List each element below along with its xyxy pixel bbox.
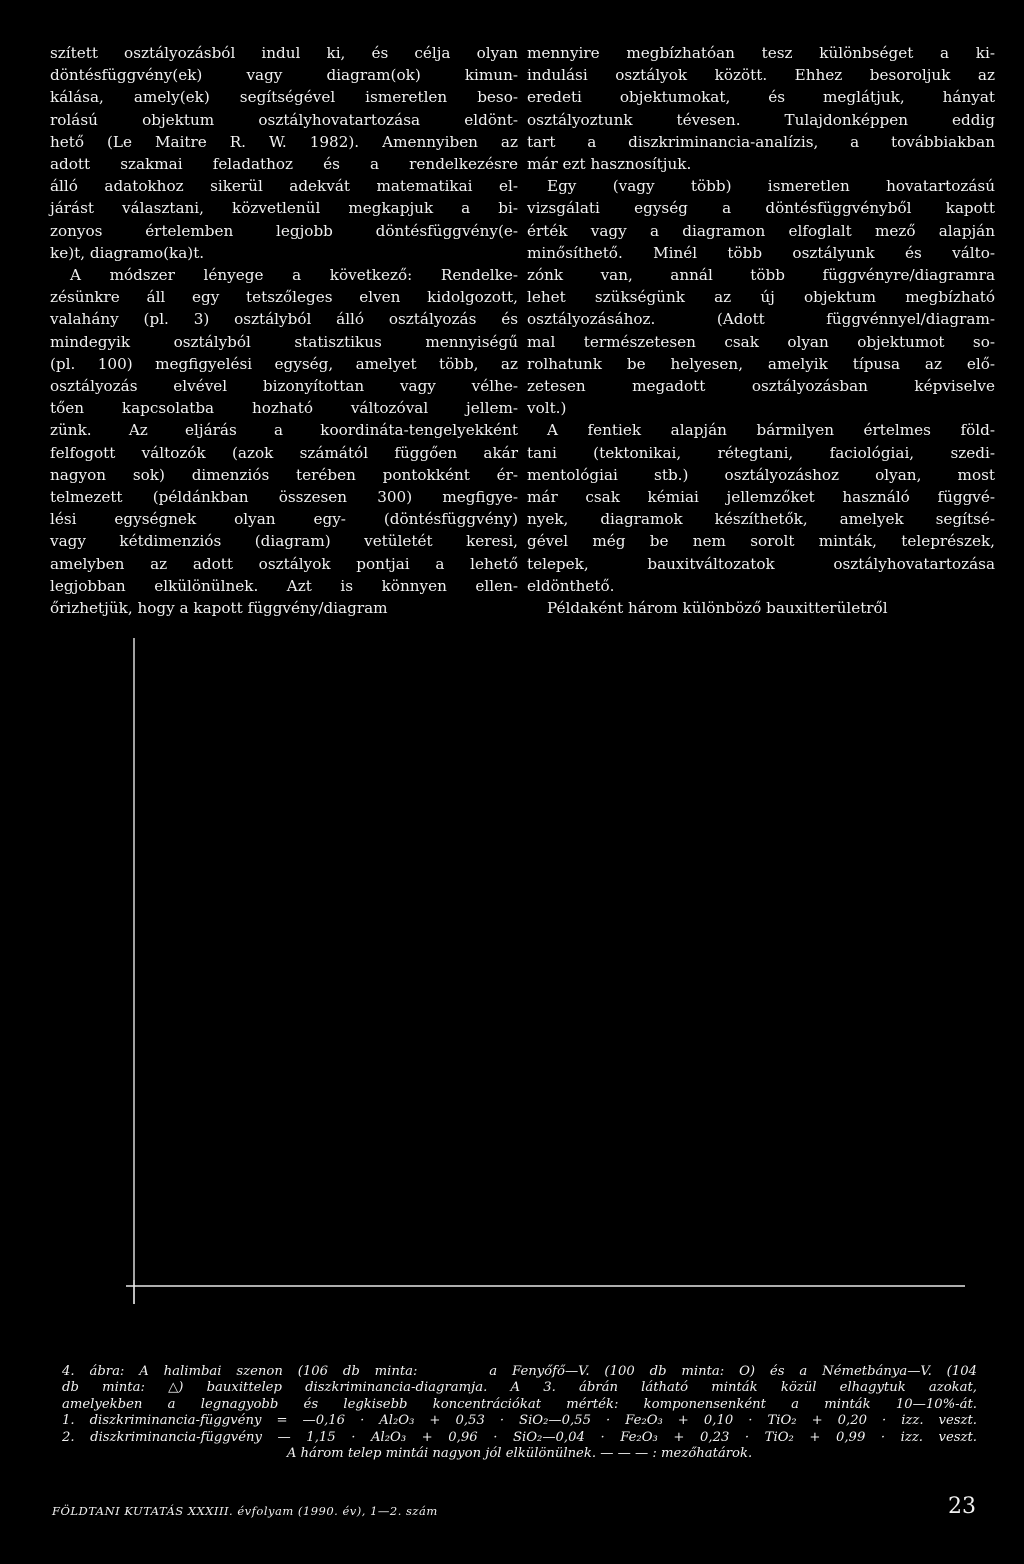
caption-line-6: A három telep mintái nagyon jól elkülönülnek. — — — : mezőhatárok. [286,1446,753,1462]
text-line: lési egységnek olyan egy- (döntésfüggvény) [50,510,518,529]
text-line: zónk van, annál több függvényre/diagramra [527,266,995,285]
journal-footer: FÖLDTANI KUTATÁS XXXIII. évfolyam (1990. év), 1—2. szám [52,1504,438,1518]
text-line: nagyon sok) dimenziós terében pontokként ér- [50,465,518,484]
text-line: lehet szükségünk az új objektum megbízható [527,288,995,307]
text-line: volt.) [527,399,567,418]
caption-line-4: 1. diszkriminancia-függvény = —0,16 · Al₂O₃ + 0,53 · SiO₂—0,55 · Fe₂O₃ + 0,10 · TiO₂ + 0,20 · izz. veszt. [62,1413,977,1429]
caption-line-5: 2. diszkriminancia-függvény — 1,15 · Al₂O₃ + 0,96 · SiO₂—0,04 · Fe₂O₃ + 0,23 · TiO₂ + 0,99 · izz. veszt. [62,1429,977,1445]
text-line: vagy kétdimenziós (diagram) vetületét keresi, [50,532,518,551]
text-line: zetesen megadott osztályozásban képviselve [527,377,995,396]
text-line: tani (tektonikai, rétegtani, faciológiai, szedi- [527,443,995,462]
text-line: álló adatokhoz sikerül adekvát matematikai el- [50,177,518,196]
text-line: eldönthető. [527,576,615,595]
text-line: vizsgálati egység a döntésfüggvényből kapott [527,199,995,218]
text-line: hető (Le Maitre R. W. 1982). Amennyiben az [50,132,518,151]
text-line: már ezt hasznosítjuk. [527,155,692,174]
text-line: indulási osztályok között. Ehhez besoroljuk az [527,66,995,85]
text-line: telmezett (példánkban összesen 300) megfigye- [50,488,518,507]
text-line: gével még be nem sorolt minták, teleprészek, [527,532,995,551]
text-line: mal természetesen csak olyan objektumot so- [527,332,995,351]
text-line: érték vagy a diagramon elfoglalt mező alapján [527,221,995,240]
left-column [50,42,518,619]
text-line: felfogott változók (azok számától függően akár [50,443,518,462]
caption-line-3: amelyekben a legnagyobb és legkisebb koncentrációkat mérték: komponensenként a minták 10—10%-át. [62,1396,977,1412]
text-line: (pl. 100) megfigyelési egység, amelyet több, az [50,354,518,373]
text-line: eredeti objektumokat, és meglátjuk, hányat [527,88,995,107]
caption-line-1: 4. ábra: A halimbai szenon (106 db minta: a Fenyőfő—V. (100 db minta: O) és a Németbánya—V. (104 [62,1364,977,1379]
text-line: Példaként három különböző bauxitterületről [547,599,888,618]
text-line: amelyben az adott osztályok pontjai a lehető [50,554,518,573]
text-line: mentológiai stb.) osztályozáshoz olyan, most [527,465,995,484]
triangle-marker-icon: △ [168,1380,179,1396]
discriminant-diagram [120,632,970,1312]
text-line: osztályoztunk tévesen. Tulajdonképpen eddig [527,110,995,129]
text-line: zésünkre áll egy tetszőleges elven kidolgozott, [50,288,518,307]
text-line: szített osztályozásból indul ki, és célja olyan [50,44,518,62]
text-line: nyek, diagramok készíthetők, amelyek segítsé- [527,510,995,529]
text-line: minősíthető. Minél több osztályunk és válto- [527,243,995,262]
text-line: őrizhetjük, hogy a kapott függvény/diagram [50,599,388,618]
text-line: ke)t, diagramo(ka)t. [50,243,205,262]
text-line: telepek, bauxitváltozatok osztályhovatartozása [527,554,995,573]
text-line: Egy (vagy több) ismeretlen hovatartozású [547,177,995,196]
text-line: döntésfüggvény(ek) vagy diagram(ok) kimun- [50,66,518,85]
text-line: legjobban elkülönülnek. Azt is könnyen ellen- [50,576,518,595]
text-line: osztályozásához. (Adott függvénnyel/diagram- [527,310,995,329]
text-line: zonyos értelemben legjobb döntésfüggvény(e- [50,221,518,240]
right-column [527,42,995,619]
text-line: valahány (pl. 3) osztályból álló osztályozás és [50,310,518,329]
text-line: rolhatunk be helyesen, amelyik típusa az elő- [527,354,995,373]
text-line: adott szakmai feladathoz és a rendelkezésre [50,155,518,174]
text-line: tően kapcsolatba hozható változóval jellem- [50,399,518,418]
text-line: zünk. Az eljárás a koordináta-tengelyekként [50,421,518,440]
text-line: mindegyik osztályból statisztikus mennyiségű [50,332,518,351]
diagram-axes [120,632,970,1312]
text-line: osztályozás elvével bizonyítottan vagy vélhe- [50,377,518,396]
text-line: kálása, amely(ek) segítségével ismeretlen beso- [50,88,518,107]
text-line: tart a diszkriminancia-analízis, a továbbiakban [527,132,995,151]
text-line: A fentiek alapján bármilyen értelmes föld- [547,421,995,440]
text-line: járást választani, közvetlenül megkapjuk a bi- [50,199,518,218]
text-line: mennyire megbízhatóan tesz különbséget a ki- [527,44,995,62]
text-line: már csak kémiai jellemzőket használó függvé- [527,488,995,507]
figure-caption [62,1364,977,1462]
page-number: 23 [948,1494,976,1519]
text-line: rolású objektum osztályhovatartozása eldönt- [50,110,518,129]
caption-line-2: db minta: △) bauxittelep diszkriminancia-diagramja. A 3. ábrán látható minták közül elhagytuk azokat, [62,1380,977,1396]
text-line: A módszer lényege a következő: Rendelke- [70,266,518,285]
